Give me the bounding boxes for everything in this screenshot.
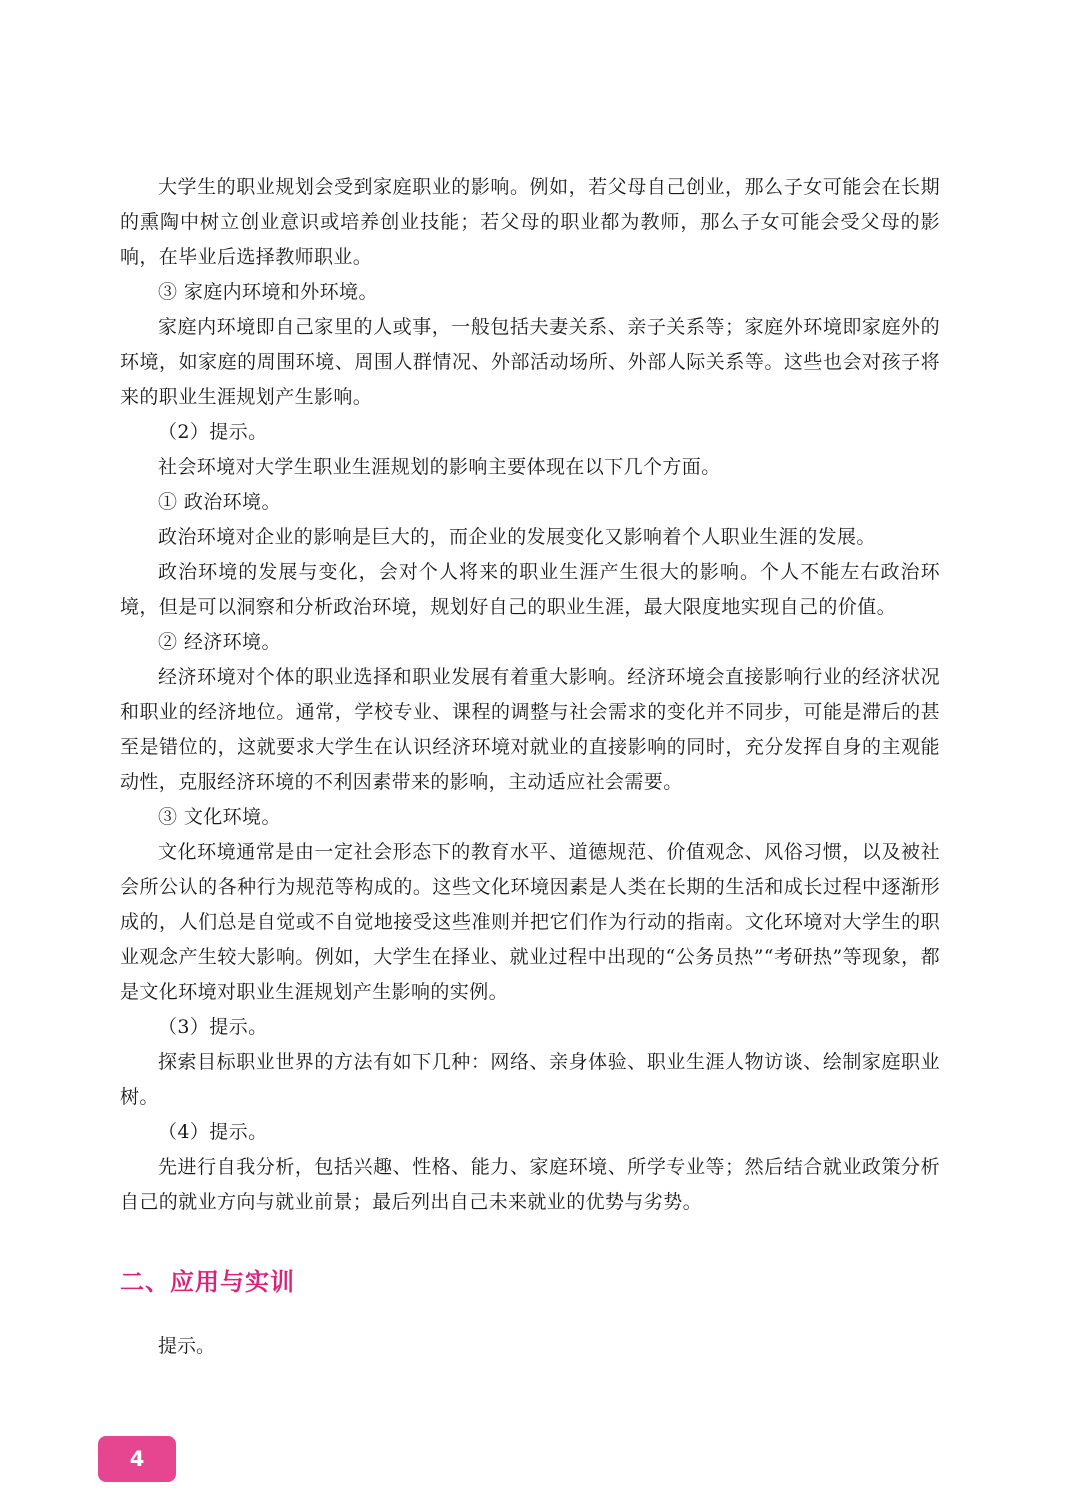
paragraph: 社会环境对大学生职业生涯规划的影响主要体现在以下几个方面。 xyxy=(158,456,721,478)
page-number-badge xyxy=(98,1436,176,1482)
list-item: （4）提示。 xyxy=(158,1121,268,1143)
paragraph: 家庭内环境即自己家里的人或事，一般包括夫妻关系、亲子关系等；家庭外环境即家庭外的环境，如家庭的周围环境、周围人群情况、外部活动场所、外部人际关系等。这些也会对孩子将来的职业生涯规划产生影响。 xyxy=(120,316,940,408)
list-item: （3）提示。 xyxy=(158,1016,268,1038)
paragraph: 政治环境的发展与变化，会对个人将来的职业生涯产生很大的影响。个人不能左右政治环境，但是可以洞察和分析政治环境，规划好自己的职业生涯，最大限度地实现自己的价值。 xyxy=(120,561,940,618)
list-item: ② 经济环境。 xyxy=(158,631,281,653)
list-item: ③ 文化环境。 xyxy=(158,806,281,828)
section-title: 二、应用与实训 xyxy=(120,1268,295,1296)
page-number: 4 xyxy=(129,1447,145,1471)
page-body xyxy=(120,170,940,1220)
section-tip: 提示。 xyxy=(158,1335,216,1357)
paragraph: 探索目标职业世界的方法有如下几种：网络、亲身体验、职业生涯人物访谈、绘制家庭职业树。 xyxy=(120,1051,940,1108)
list-item: ① 政治环境。 xyxy=(158,491,281,513)
paragraph: 大学生的职业规划会受到家庭职业的影响。例如，若父母自己创业，那么子女可能会在长期的熏陶中树立创业意识或培养创业技能；若父母的职业都为教师，那么子女可能会受父母的影响，在毕业后选择教师职业。 xyxy=(120,176,940,268)
paragraph: 经济环境对个体的职业选择和职业发展有着重大影响。经济环境会直接影响行业的经济状况和职业的经济地位。通常，学校专业、课程的调整与社会需求的变化并不同步，可能是滞后的甚至是错位的，这就要求大学生在认识经济环境对就业的直接影响的同时，充分发挥自身的主观能动性，克服经济环境的不利因素带来的影响，主动适应社会需要。 xyxy=(120,666,940,793)
list-item: （2）提示。 xyxy=(158,421,268,443)
paragraph: 文化环境通常是由一定社会形态下的教育水平、道德规范、价值观念、风俗习惯，以及被社会所公认的各种行为规范等构成的。这些文化环境因素是人类在长期的生活和成长过程中逐渐形成的，人们总是自觉或不自觉地接受这些准则并把它们作为行动的指南。文化环境对大学生的职业观念产生较大影响。例如，大学生在择业、就业过程中出现的“公务员热”“考研热”等现象，都是文化环境对职业生涯规划产生影响的实例。 xyxy=(120,841,940,1003)
list-item: ③ 家庭内环境和外环境。 xyxy=(158,281,378,303)
paragraph: 政治环境对企业的影响是巨大的，而企业的发展变化又影响着个人职业生涯的发展。 xyxy=(158,526,876,548)
paragraph: 先进行自我分析，包括兴趣、性格、能力、家庭环境、所学专业等；然后结合就业政策分析自己的就业方向与就业前景；最后列出自己未来就业的优势与劣势。 xyxy=(120,1156,940,1213)
